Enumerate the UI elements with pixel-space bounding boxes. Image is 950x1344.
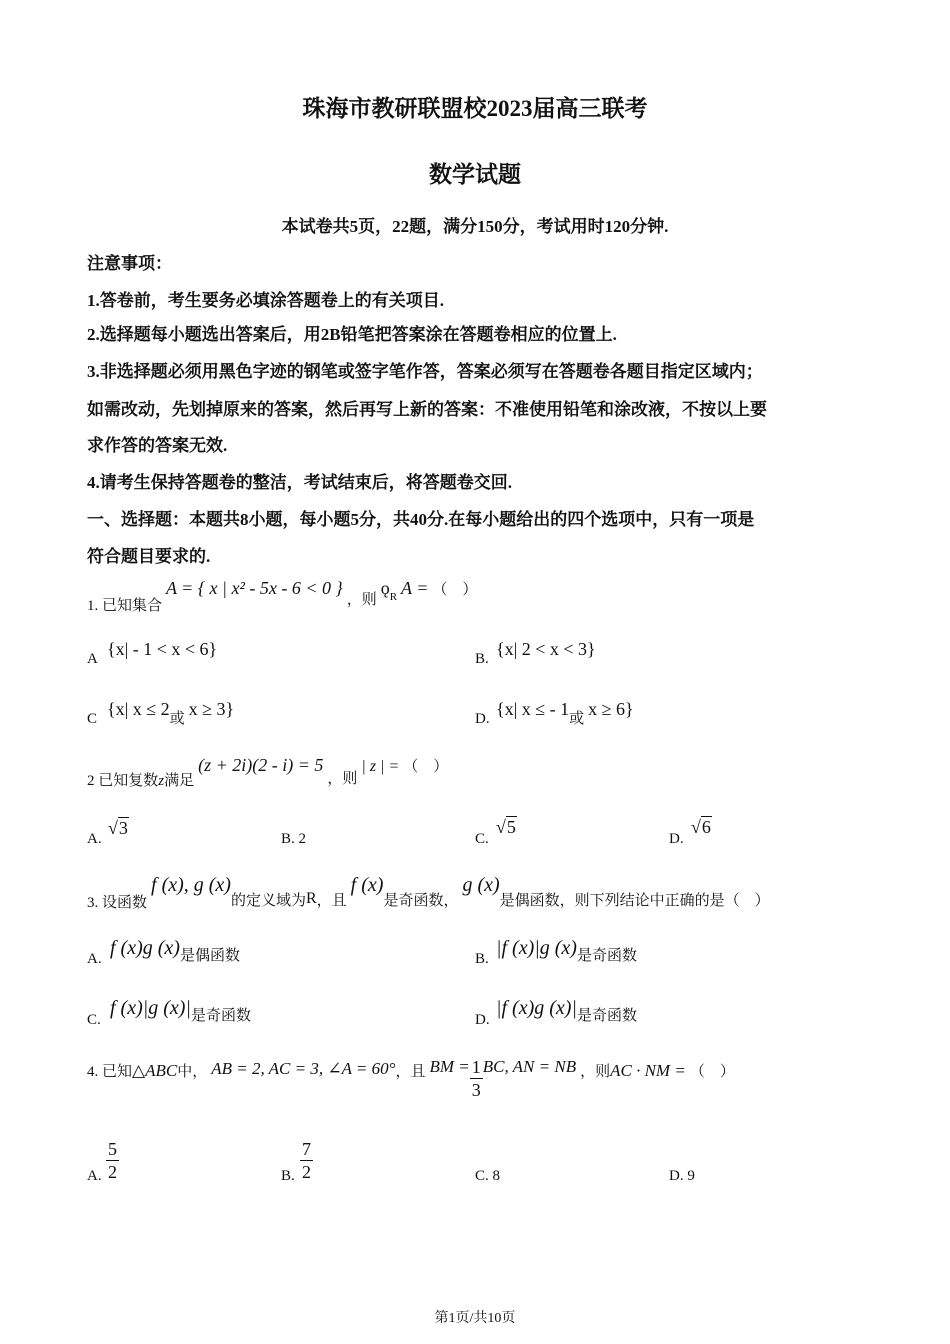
q4-qie: ，且 [395, 1064, 426, 1081]
q4-ze: ，则 [580, 1064, 611, 1081]
q4-option-a-den: 2 [108, 1162, 117, 1182]
notice-heading: 注意事项： [87, 254, 172, 273]
q3-rest: 是偶函数，则下列结论中正确的是（ ） [499, 893, 770, 909]
q4-fraction [470, 1056, 483, 1101]
q3-option-c-label: C. [87, 1012, 101, 1028]
q3-option-d-text: 是奇函数 [576, 1008, 637, 1024]
q4-fraction-den: 3 [471, 1080, 481, 1100]
q1-set-formula: A = { x | x² - 5x - 6 < 0 } [166, 578, 343, 598]
notice-item-3-line2: 如需改动，先划掉原来的答案，然后再写上新的答案：不准使用铅笔和涂改液，不按以上要 [87, 400, 767, 419]
q4-option-a-num: 5 [108, 1139, 117, 1159]
q2-option-a-radicand: 3 [118, 818, 128, 838]
q2-option-d-label: D. [669, 831, 684, 847]
q3-option-c-text: 是奇函数 [190, 1008, 251, 1024]
q4-option-b-den: 2 [302, 1162, 311, 1182]
q2-prefix: 2 已知复数 [87, 773, 159, 789]
q2-formula: (z + 2i)(2 - i) = 5 [198, 755, 324, 775]
q2-option-c-radicand: 5 [506, 817, 516, 837]
q1-paren: （ ） [432, 582, 478, 598]
q3-option-b-expr: |f (x)|g (x) [496, 937, 577, 959]
section1-line2: 符合题目要求的. [87, 547, 211, 566]
q1-option-c-or: 或 [169, 711, 185, 727]
notice-item-3-line1: 3.非选择题必须用黑色字迹的钢笔或签字笔作答，答案必须写在答题卷各题目指定区域内； [87, 362, 763, 381]
q4-option-b [300, 1138, 313, 1183]
q3-option-a-text: 是偶函数 [179, 948, 240, 964]
q4-paren: （ ） [689, 1064, 735, 1081]
question-2 [87, 755, 449, 789]
q2-paren: （ ） [403, 759, 449, 775]
q3-option-a [110, 937, 240, 964]
q1-option-a-label: A [87, 651, 98, 667]
q3-option-c [110, 997, 251, 1024]
q4-dot: AC · NM = [610, 1061, 686, 1081]
q4-option-b-num: 7 [302, 1139, 311, 1159]
q1-option-c-label: C [87, 711, 98, 727]
q4-bm: BM = [429, 1057, 470, 1077]
q4-conditions: AB = 2, AC = 3, ∠A = 60° [211, 1059, 396, 1079]
notice-item-3-line3: 求作答的答案无效. [87, 436, 228, 455]
q4-option-a-label: A. [87, 1168, 102, 1184]
exam-title: 珠海市教研联盟校2023届高三联考 [302, 96, 648, 121]
q1-prefix: 1. 已知集合 [87, 598, 163, 614]
notice-item-4: 4.请考生保持答题卷的整洁，考试结束后，将答题卷交回. [87, 473, 512, 492]
q3-option-b-text: 是奇函数 [576, 948, 637, 964]
q1-then: ，则 [346, 592, 377, 608]
q3-option-d-label: D. [475, 1012, 490, 1028]
page-footer: 第1页/共10页 [434, 1311, 516, 1326]
q2-then: ，则 [327, 771, 358, 787]
q4-zhong: 中， [177, 1064, 208, 1081]
q2-option-a-label: A. [87, 831, 102, 847]
q3-odd: 是奇函数， [383, 893, 459, 909]
q4-fraction-num: 1 [471, 1057, 481, 1077]
q2-option-a: √3 [108, 818, 128, 838]
q3-fx: f (x) [350, 874, 384, 896]
q1-option-a: {x| - 1 < x < 6} [107, 639, 218, 659]
question-3 [87, 874, 770, 911]
exam-subtitle: 数学试题 [429, 162, 521, 187]
q3-fg: f (x), g (x) [151, 874, 231, 896]
q1-option-c [107, 699, 235, 727]
q2-z: z [158, 773, 165, 789]
q4-option-a [106, 1138, 119, 1183]
q2-option-d: √6 [691, 817, 711, 837]
question-1 [87, 578, 478, 614]
q4-triangle: △ABC [132, 1061, 178, 1081]
q3-option-a-expr: f (x)g (x) [110, 937, 180, 959]
q4-option-d: D. 9 [669, 1168, 695, 1184]
q1-complement: ǫ [380, 578, 390, 598]
q2-mid: 满足 [164, 773, 195, 789]
q1-tail: A = [401, 578, 429, 598]
q1-option-d-label: D. [475, 711, 490, 727]
q3-option-a-label: A. [87, 951, 102, 967]
q3-R: R [305, 890, 317, 907]
notice-item-2: 2.选择题每小题选出答案后，用2B铅笔把答案涂在答题卷相应的位置上. [87, 325, 617, 344]
question-4 [87, 1056, 735, 1101]
section1-line1: 一、选择题：本题共8小题，每小题5分，共40分.在每小题给出的四个选项中，只有一项是 [87, 510, 755, 529]
q3-gx: g (x) [462, 874, 500, 896]
q1-option-c-part1: {x| x ≤ 2 [107, 699, 170, 719]
q3-option-b-label: B. [475, 951, 489, 967]
q1-option-d [496, 699, 634, 727]
q1-option-d-part2: x ≥ 6} [588, 699, 634, 719]
q2-option-b: B. 2 [281, 831, 307, 847]
q3-option-c-expr: f (x)|g (x)| [110, 997, 191, 1019]
q4-rest: BC, AN = NB [482, 1057, 577, 1077]
q1-option-d-part1: {x| x ≤ - 1 [496, 699, 570, 719]
q3-and: ，且 [316, 893, 347, 909]
q3-option-d [496, 997, 637, 1024]
q4-option-c: C. 8 [475, 1168, 501, 1184]
exam-info: 本试卷共5页，22题，满分150分，考试用时120分钟. [281, 217, 669, 236]
q1-option-b: {x| 2 < x < 3} [496, 639, 596, 659]
q4-prefix: 4. 已知 [87, 1064, 133, 1081]
q1-option-b-label: B. [475, 651, 489, 667]
q2-option-c: √5 [496, 817, 516, 837]
q3-option-b [496, 937, 637, 964]
q4-option-b-label: B. [281, 1168, 295, 1184]
q1-complement-sub: R [389, 591, 398, 603]
q2-option-d-radicand: 6 [701, 817, 711, 837]
q2-option-c-label: C. [475, 831, 489, 847]
q1-option-c-part2: x ≥ 3} [188, 699, 235, 719]
notice-item-1: 1.答卷前，考生要务必填涂答题卷上的有关项目. [87, 291, 444, 310]
q3-option-d-expr: |f (x)g (x)| [496, 997, 577, 1019]
q2-abs: | z | = [361, 758, 400, 775]
q3-prefix: 3. 设函数 [87, 895, 148, 911]
q1-option-d-or: 或 [569, 711, 585, 727]
q3-domain: 的定义域为 [230, 893, 306, 909]
